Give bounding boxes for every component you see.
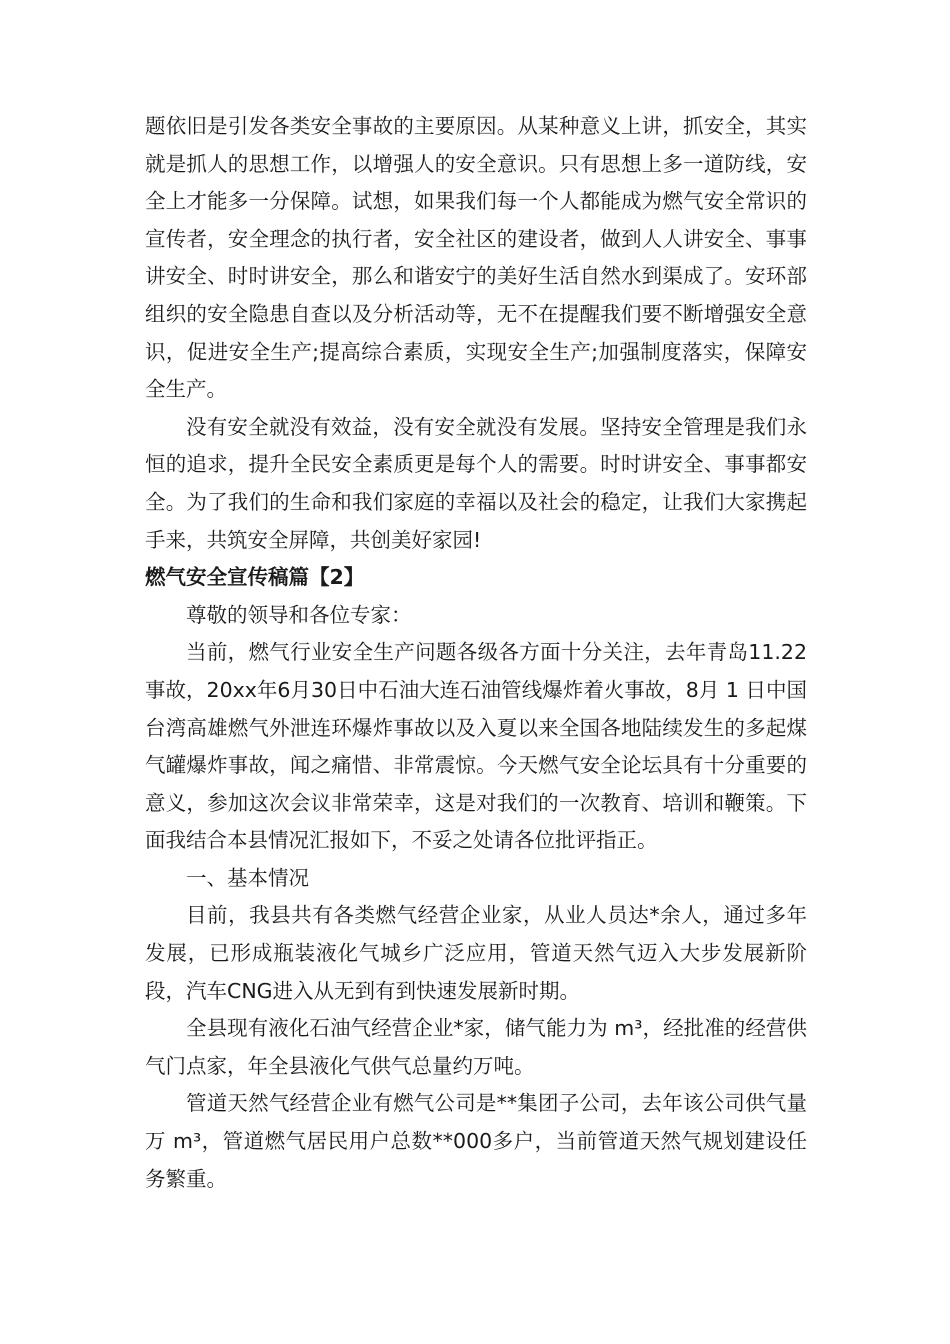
paragraph-salutation: 尊敬的领导和各位专家：: [186, 602, 412, 627]
paragraph-safety-awareness: 题依旧是引发各类安全事故的主要原因。从某种意义上讲，抓安全，其实就是抓人的思想工作，以增强人的安全意识。只有思想上多一道防线，安全上才能多一分保障。试想，如果我们每一个人都能成为燃气安全常识的宣传者，安全理念的执行者，安全社区的建设者，做到人人讲安全、事事讲安全、时时讲安全，那么和谐安宁的美好生活自然水到渠成了。安环部组织的安全隐患自查以及分析活动等，无不在提醒我们要不断增强安全意识，促进安全生产;提高综合素质，实现安全生产;加强制度落实，保障安全生产。: [145, 114, 807, 402]
paragraph-pipeline-gas: 管道天然气经营企业有燃气公司是**集团子公司，去年该公司供气量万 m³，管道燃气居民用户总数**000多户，当前管道天然气规划建设任务繁重。: [145, 1091, 807, 1191]
paragraph-current-situation: 当前，燃气行业安全生产问题各级各方面十分关注，去年青岛11.22事故，20xx年6月30日中石油大连石油管线爆炸着火事故，8月 1 日中国台湾高雄燃气外泄连环爆炸事故以及入夏以来全国各地陆续发生的多起煤气罐爆炸事故，闻之痛惜、非常震惊。今天燃气安全论坛具有十分重要的意义，参加这次会议非常荣幸，这是对我们的一次教育、培训和鞭策。下面我结合本县情况汇报如下，不妥之处请各位批评指正。: [145, 640, 807, 853]
section-heading: 燃气安全宣传稿篇【2】: [145, 565, 365, 590]
paragraph-safety-benefit: 没有安全就没有效益，没有安全就没有发展。坚持安全管理是我们永恒的追求，提升全民安全素质更是每个人的需要。时时讲安全、事事都安全。为了我们的生命和我们家庭的幸福以及社会的稳定，让我们大家携起手来，共筑安全屏障，共创美好家园!: [145, 414, 807, 552]
document-page: [145, 108, 807, 1198]
paragraph-enterprise-overview: 目前，我县共有各类燃气经营企业家，从业人员达*余人，通过多年发展，已形成瓶装液化气城乡广泛应用，管道天然气迈入大步发展新阶段，汽车CNG进入从无到有到快速发展新时期。: [145, 903, 807, 1003]
subsection-heading-basic-info: 一、基本情况: [186, 865, 309, 890]
paragraph-lpg-overview: 全县现有液化石油气经营企业*家，储气能力为 m³，经批准的经营供气门点家，年全县液化气供气总量约万吨。: [145, 1016, 807, 1078]
